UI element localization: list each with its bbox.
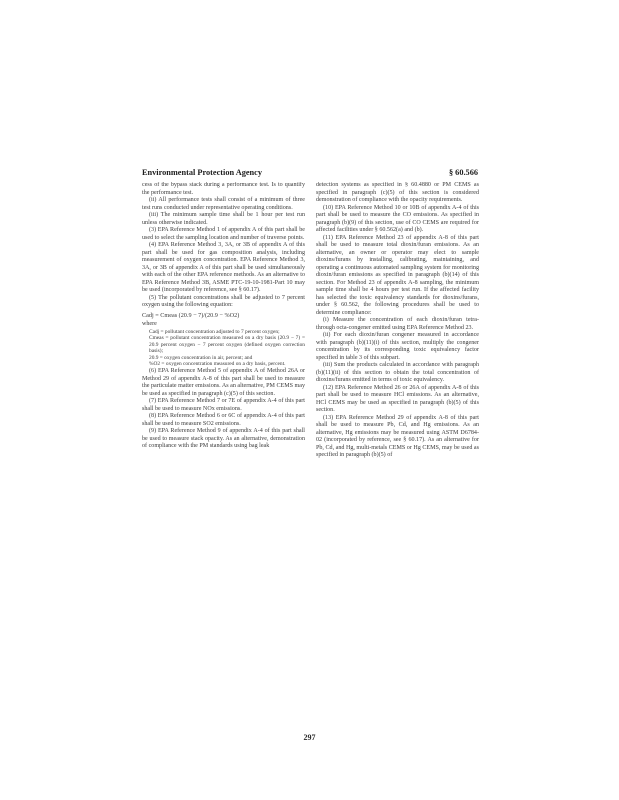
paragraph: (7) EPA Reference Method 7 or 7E of appendix A-4 of this part shall be used to measure NOx emissions. [142, 398, 305, 412]
running-header [142, 168, 478, 180]
equation: Cadj = Cmeas (20.9 − 7)/(20.9 − %O2) [142, 311, 240, 319]
paragraph: (4) EPA Reference Method 3, 3A, or 3B of appendix A of this part shall be used for gas composition analysis, including measurement of oxygen concentration. EPA Reference Method 3, 3A, or 3B of appendix A of this part shall be used simultaneously with each of the other EPA reference methods. As an alternative to EPA Reference Method 3B, ASME PTC-19-10-1981-Part 10 may be used (incorporated by reference, see § 60.17). [142, 242, 305, 293]
right-column [316, 182, 479, 732]
paragraph: (13) EPA Reference Method 29 of appendix A-8 of this part shall be used to measure Pb, Cd, and Hg emissions. As an alternative, Hg emissions may be measured using ASTM D6784-02 (incorporated by reference, see § 60.17). As an alternative for Pb, Cd, and Hg, multi-metals CEMS or Hg CEMS, may be used as specified in paragraph (b)(5) of [316, 414, 479, 458]
paragraph: (i) Measure the concentration of each dioxin/furan tetra- through octa-congener emitted using EPA Reference Method 23. [316, 317, 479, 331]
page-number: 297 [303, 733, 316, 742]
paragraph: (11) EPA Reference Method 23 of appendix A-8 of this part shall be used to measure total dioxin/furan emissions. As an alternative, an owner or operator may elect to sample dioxins/furans by installing, calibrating, maintaining, and operating a continuous automated sampling system for monitoring dioxin/furan emissions as specified in paragraph (b)(14) of this section. For Method 23 of appendix A-8 sampling, the minimum sample time shall be 4 hours per test run. If the affected facility has selected the toxic equivalency standards for dioxins/furans, under § 60.562, the following procedures shall be used to determine compliance: [316, 234, 479, 316]
paragraph: (ii) For each dioxin/furan congener measured in accordance with paragraph (b)(11)(i) of this section, multiply the congener concentration by its corresponding toxic equivalency factor specified in table 3 of this subpart. [316, 332, 479, 361]
paragraph: (5) The pollutant concentrations shall be adjusted to 7 percent oxygen using the following equation: [142, 294, 305, 308]
paragraph: cess of the bypass stack during a performance test. Is to quantify the performance test. [142, 182, 305, 196]
section-number: § 60.566 [448, 168, 478, 177]
paragraph: (12) EPA Reference Method 26 or 26A of appendix A-8 of this part shall be used to measure HCl emissions. As an alternative, HCl CEMS may be used as specified in paragraph (b)(5) of this section. [316, 384, 479, 413]
paragraph: (ii) All performance tests shall consist of a minimum of three test runs conducted under representative operating conditions. [142, 197, 305, 211]
paragraph: (8) EPA Reference Method 6 or 6C of appendix A-4 of this part shall be used to measure SO2 emissions. [142, 413, 305, 427]
definition: Cmeas = pollutant concentration measured on a dry basis (20.9 − 7) = 20.9 percent oxygen − 7 percent oxygen (defined oxygen correction basis); [149, 335, 305, 355]
left-column [142, 182, 305, 732]
agency-name: Environmental Protection Agency [142, 168, 262, 177]
paragraph: detection systems as specified in § 60.4880 or PM CEMS as specified in paragraph (c)(5) of this section is considered demonstration of compliance with the opacity requirements. [316, 182, 479, 203]
definition: Cadj = pollutant concentration adjusted to 7 percent oxygen; [149, 328, 280, 335]
paragraph: (iii) Sum the products calculated in accordance with paragraph (b)(11)(ii) of this section to obtain the total concentration of dioxins/furans emitted in terms of toxic equivalency. [316, 362, 479, 383]
definition: 20.9 = oxygen concentration in air, percent; and [149, 354, 253, 361]
paragraph: where [142, 321, 157, 327]
paragraph: (3) EPA Reference Method 1 of appendix A of this part shall be used to select the sampling location and number of traverse points. [142, 227, 305, 241]
paragraph: (9) EPA Reference Method 9 of appendix A-4 of this part shall be used to measure stack opacity. As an alternative, demonstration of compliance with the PM standards using bag leak [142, 428, 305, 450]
paragraph: (iii) The minimum sample time shall be 1 hour per test run unless otherwise indicated. [142, 212, 305, 226]
paragraph: (10) EPA Reference Method 10 or 10B of appendix A-4 of this part shall be used to measure the CO emissions. As specified in paragraph (b)(9) of this section, use of CO CEMS are required for affected facilities under § 60.562(a) and (b). [316, 204, 479, 233]
paragraph: (6) EPA Reference Method 5 of appendix A of Method 26A or Method 29 of appendix A-8 of this part shall be used to measure the particulate matter emissions. As an alternative, PM CEMS may be used as specified in paragraph (c)(5) of this section. [142, 368, 305, 397]
definition: %O2 = oxygen concentration measured on a dry basis, percent. [149, 361, 286, 368]
